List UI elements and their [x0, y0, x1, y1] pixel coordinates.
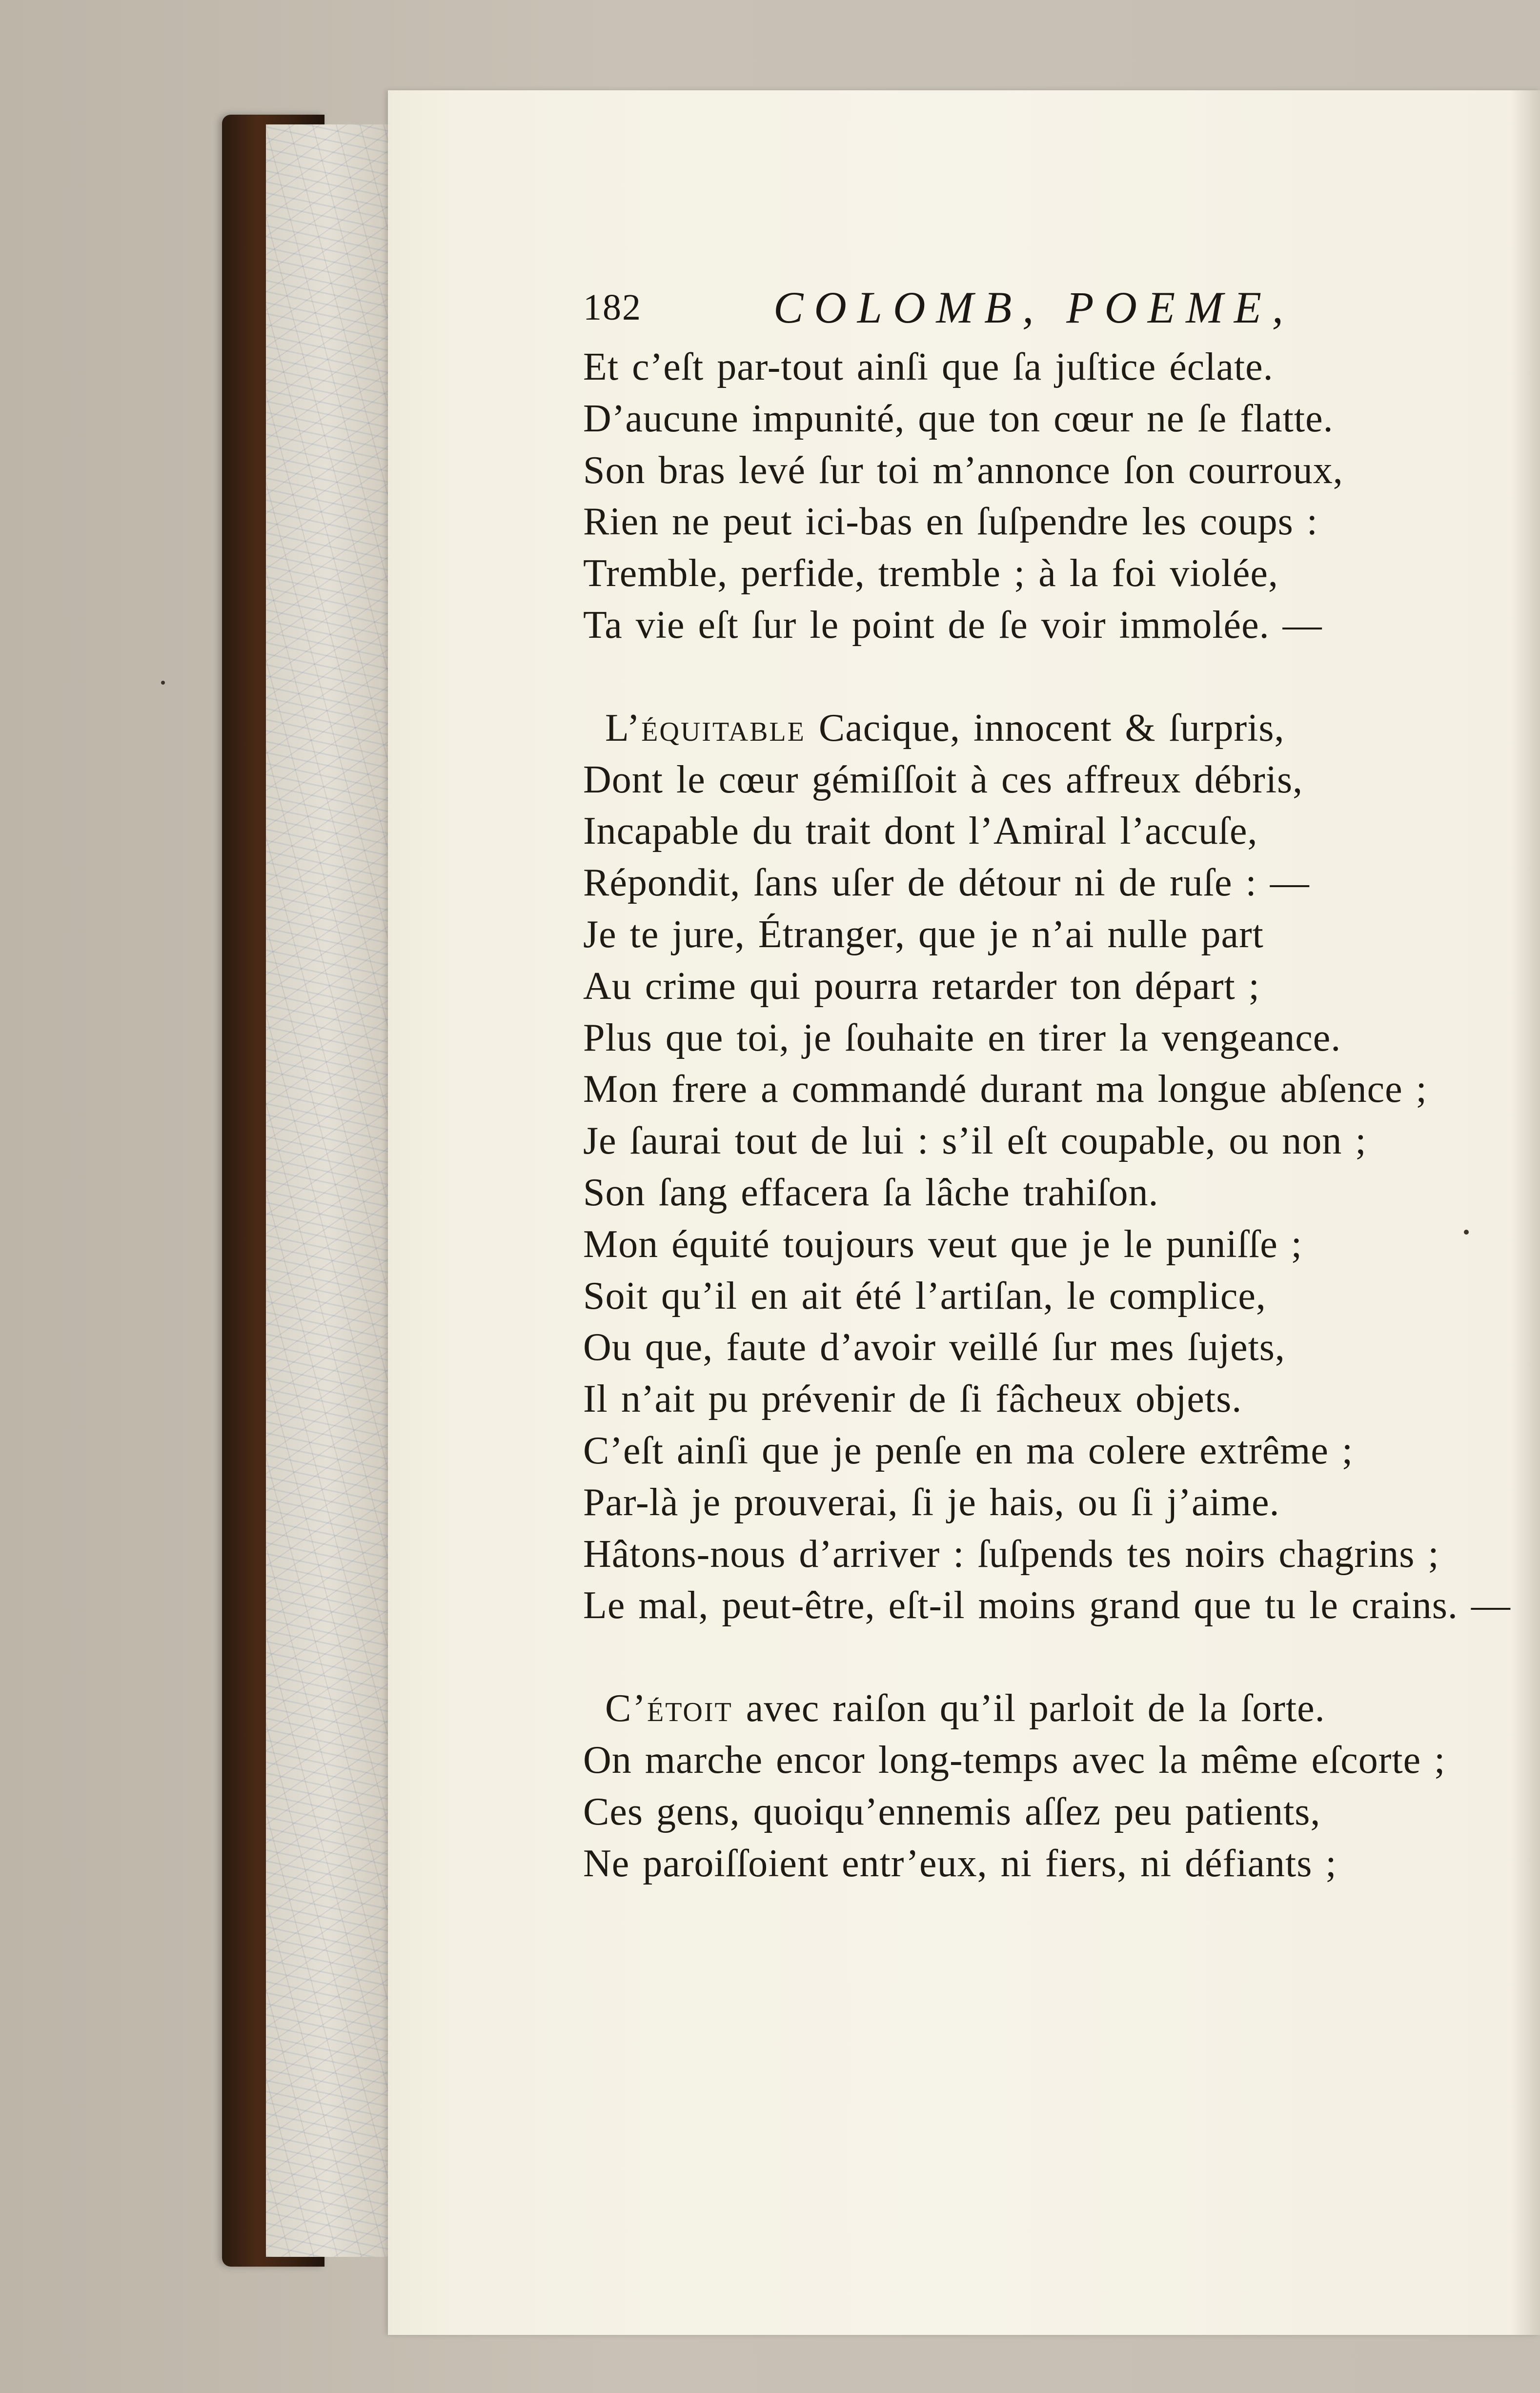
verse-line: Il n’ait pu prévenir de ſi fâcheux objets.	[583, 1378, 1242, 1421]
verse-line: D’aucune impunité, que ton cœur ne ſe flatte.	[583, 397, 1334, 440]
running-head-title: COLOMB, POEME,	[773, 283, 1294, 332]
stanza-break	[583, 1632, 1442, 1683]
page-gutter-shadow	[1511, 90, 1540, 2335]
verse-line: Rien ne peut ici-bas en ſuſpendre les coups :	[583, 500, 1318, 544]
verse-line: Ta vie eſt ſur le point de ſe voir immolée. —	[583, 603, 1322, 647]
verse-line: Je ſaurai tout de lui : s’il eſt coupable, ou non ;	[583, 1119, 1367, 1163]
verse-line: Hâtons-nous d’arriver : ſuſpends tes noirs chagrins ;	[583, 1532, 1439, 1576]
verse-line-rest: avec raiſon qu’il parloit de la ſorte.	[732, 1687, 1325, 1730]
stanza-2	[583, 703, 1511, 1632]
verse-line-opening	[583, 703, 1442, 754]
verse-line-rest: Cacique, innocent & ſurpris,	[805, 706, 1285, 750]
verse-line: Ne paroiſſoient entr’eux, ni fiers, ni défiants ;	[583, 1842, 1337, 1885]
verse-line: Son bras levé ſur toi m’annonce ſon courroux,	[583, 448, 1343, 492]
verse-line: Je te jure, Étranger, que je n’ai nulle part	[583, 913, 1264, 956]
running-head	[583, 281, 1364, 334]
verse-line: Et c’eſt par-tout ainſi que ſa juſtice éclate.	[583, 345, 1274, 388]
poem-text	[583, 342, 1511, 1889]
stanza-3	[583, 1683, 1446, 1889]
small-caps-opening-word: C’étoit	[605, 1687, 733, 1730]
verse-line: Son ſang effacera ſa lâche trahiſon.	[583, 1171, 1159, 1214]
ink-speck	[161, 681, 165, 685]
verse-line: Incapable du trait dont l’Amiral l’accuſe,	[583, 810, 1258, 853]
ink-speck	[1464, 1230, 1469, 1235]
verse-line: On marche encor long-temps avec la même eſcorte ;	[583, 1738, 1446, 1782]
verse-line: Tremble, perfide, tremble ; à la foi violée,	[583, 552, 1278, 595]
verse-line: Dont le cœur gémiſſoit à ces affreux débris,	[583, 758, 1303, 801]
verse-line: Mon frere a commandé durant ma longue abſence ;	[583, 1068, 1427, 1111]
verse-line: Par-là je prouverai, ſi je hais, ou ſi j’aime.	[583, 1480, 1280, 1524]
verse-line: Ou que, faute d’avoir veillé ſur mes ſujets,	[583, 1326, 1285, 1369]
verse-line-opening	[583, 1683, 1442, 1735]
verse-line: C’eſt ainſi que je penſe en ma colere extrême ;	[583, 1429, 1354, 1472]
verse-line: Le mal, peut-être, eſt-il moins grand que tu le crains. —	[583, 1584, 1511, 1627]
verse-line: Mon équité toujours veut que je le puniſſe ;	[583, 1222, 1302, 1266]
stanza-1	[583, 342, 1442, 651]
verse-line: Répondit, ſans uſer de détour ni de ruſe : —	[583, 861, 1310, 905]
verse-line: Au crime qui pourra retarder ton départ ;	[583, 964, 1260, 1008]
stanza-break	[583, 651, 1442, 703]
verse-line: Ces gens, quoiqu’ennemis aſſez peu patients,	[583, 1790, 1321, 1833]
page-number: 182	[583, 287, 642, 328]
verse-line: Plus que toi, je ſouhaite en tirer la vengeance.	[583, 1016, 1341, 1059]
verse-line: Soit qu’il en ait été l’artiſan, le complice,	[583, 1274, 1266, 1318]
small-caps-opening-word: L’équitable	[605, 706, 806, 750]
marbled-page-edges	[266, 124, 389, 2257]
